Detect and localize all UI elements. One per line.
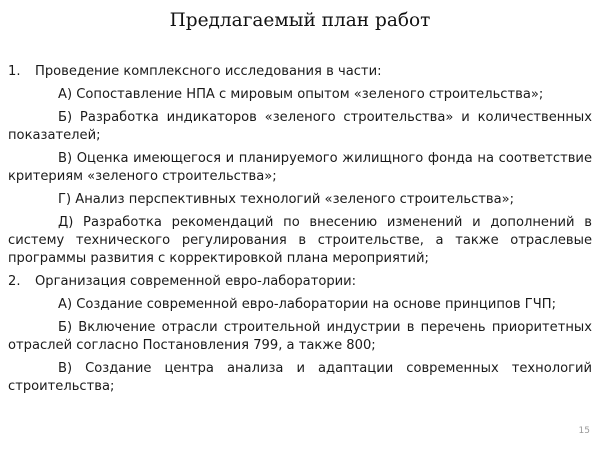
subitem-1a: А) Сопоставление НПА с мировым опытом «зеленого строительства»; — [58, 87, 544, 102]
list-item-1 — [8, 63, 592, 81]
item-text: Проведение комплексного исследования в части: — [35, 64, 382, 79]
page-number: 15 — [578, 426, 590, 436]
content-body — [8, 63, 592, 401]
subitem-1e: Д) Разработка рекомендаций по внесению изменений и дополнений в систему технического регулирования в строительстве, а также отраслевые программы развития с корректировкой плана мероприятий; — [8, 215, 592, 266]
slide-title: Предлагаемый план работ — [169, 10, 431, 31]
item-number: 1. — [8, 64, 21, 79]
item-text: Организация современной евро-лаборатории: — [35, 274, 357, 289]
list-item-2 — [8, 273, 592, 291]
item-number: 2. — [8, 274, 21, 289]
subitem-1b: Б) Разработка индикаторов «зеленого строительства» и количественных показателей; — [8, 110, 592, 143]
subitem-2b: Б) Включение отрасли строительной индустрии в перечень приоритетных отраслей согласно Постановления 799, а также 800; — [8, 320, 592, 353]
subitem-1d: Г) Анализ перспективных технологий «зеленого строительства»; — [58, 192, 515, 207]
subitem-2c: В) Создание центра анализа и адаптации современных технологий строительства; — [8, 361, 592, 394]
subitem-2a: А) Создание современной евро-лаборатории на основе принципов ГЧП; — [58, 297, 557, 312]
subitem-1c: В) Оценка имеющегося и планируемого жилищного фонда на соответствие критериям «зеленого строительства»; — [8, 151, 592, 184]
